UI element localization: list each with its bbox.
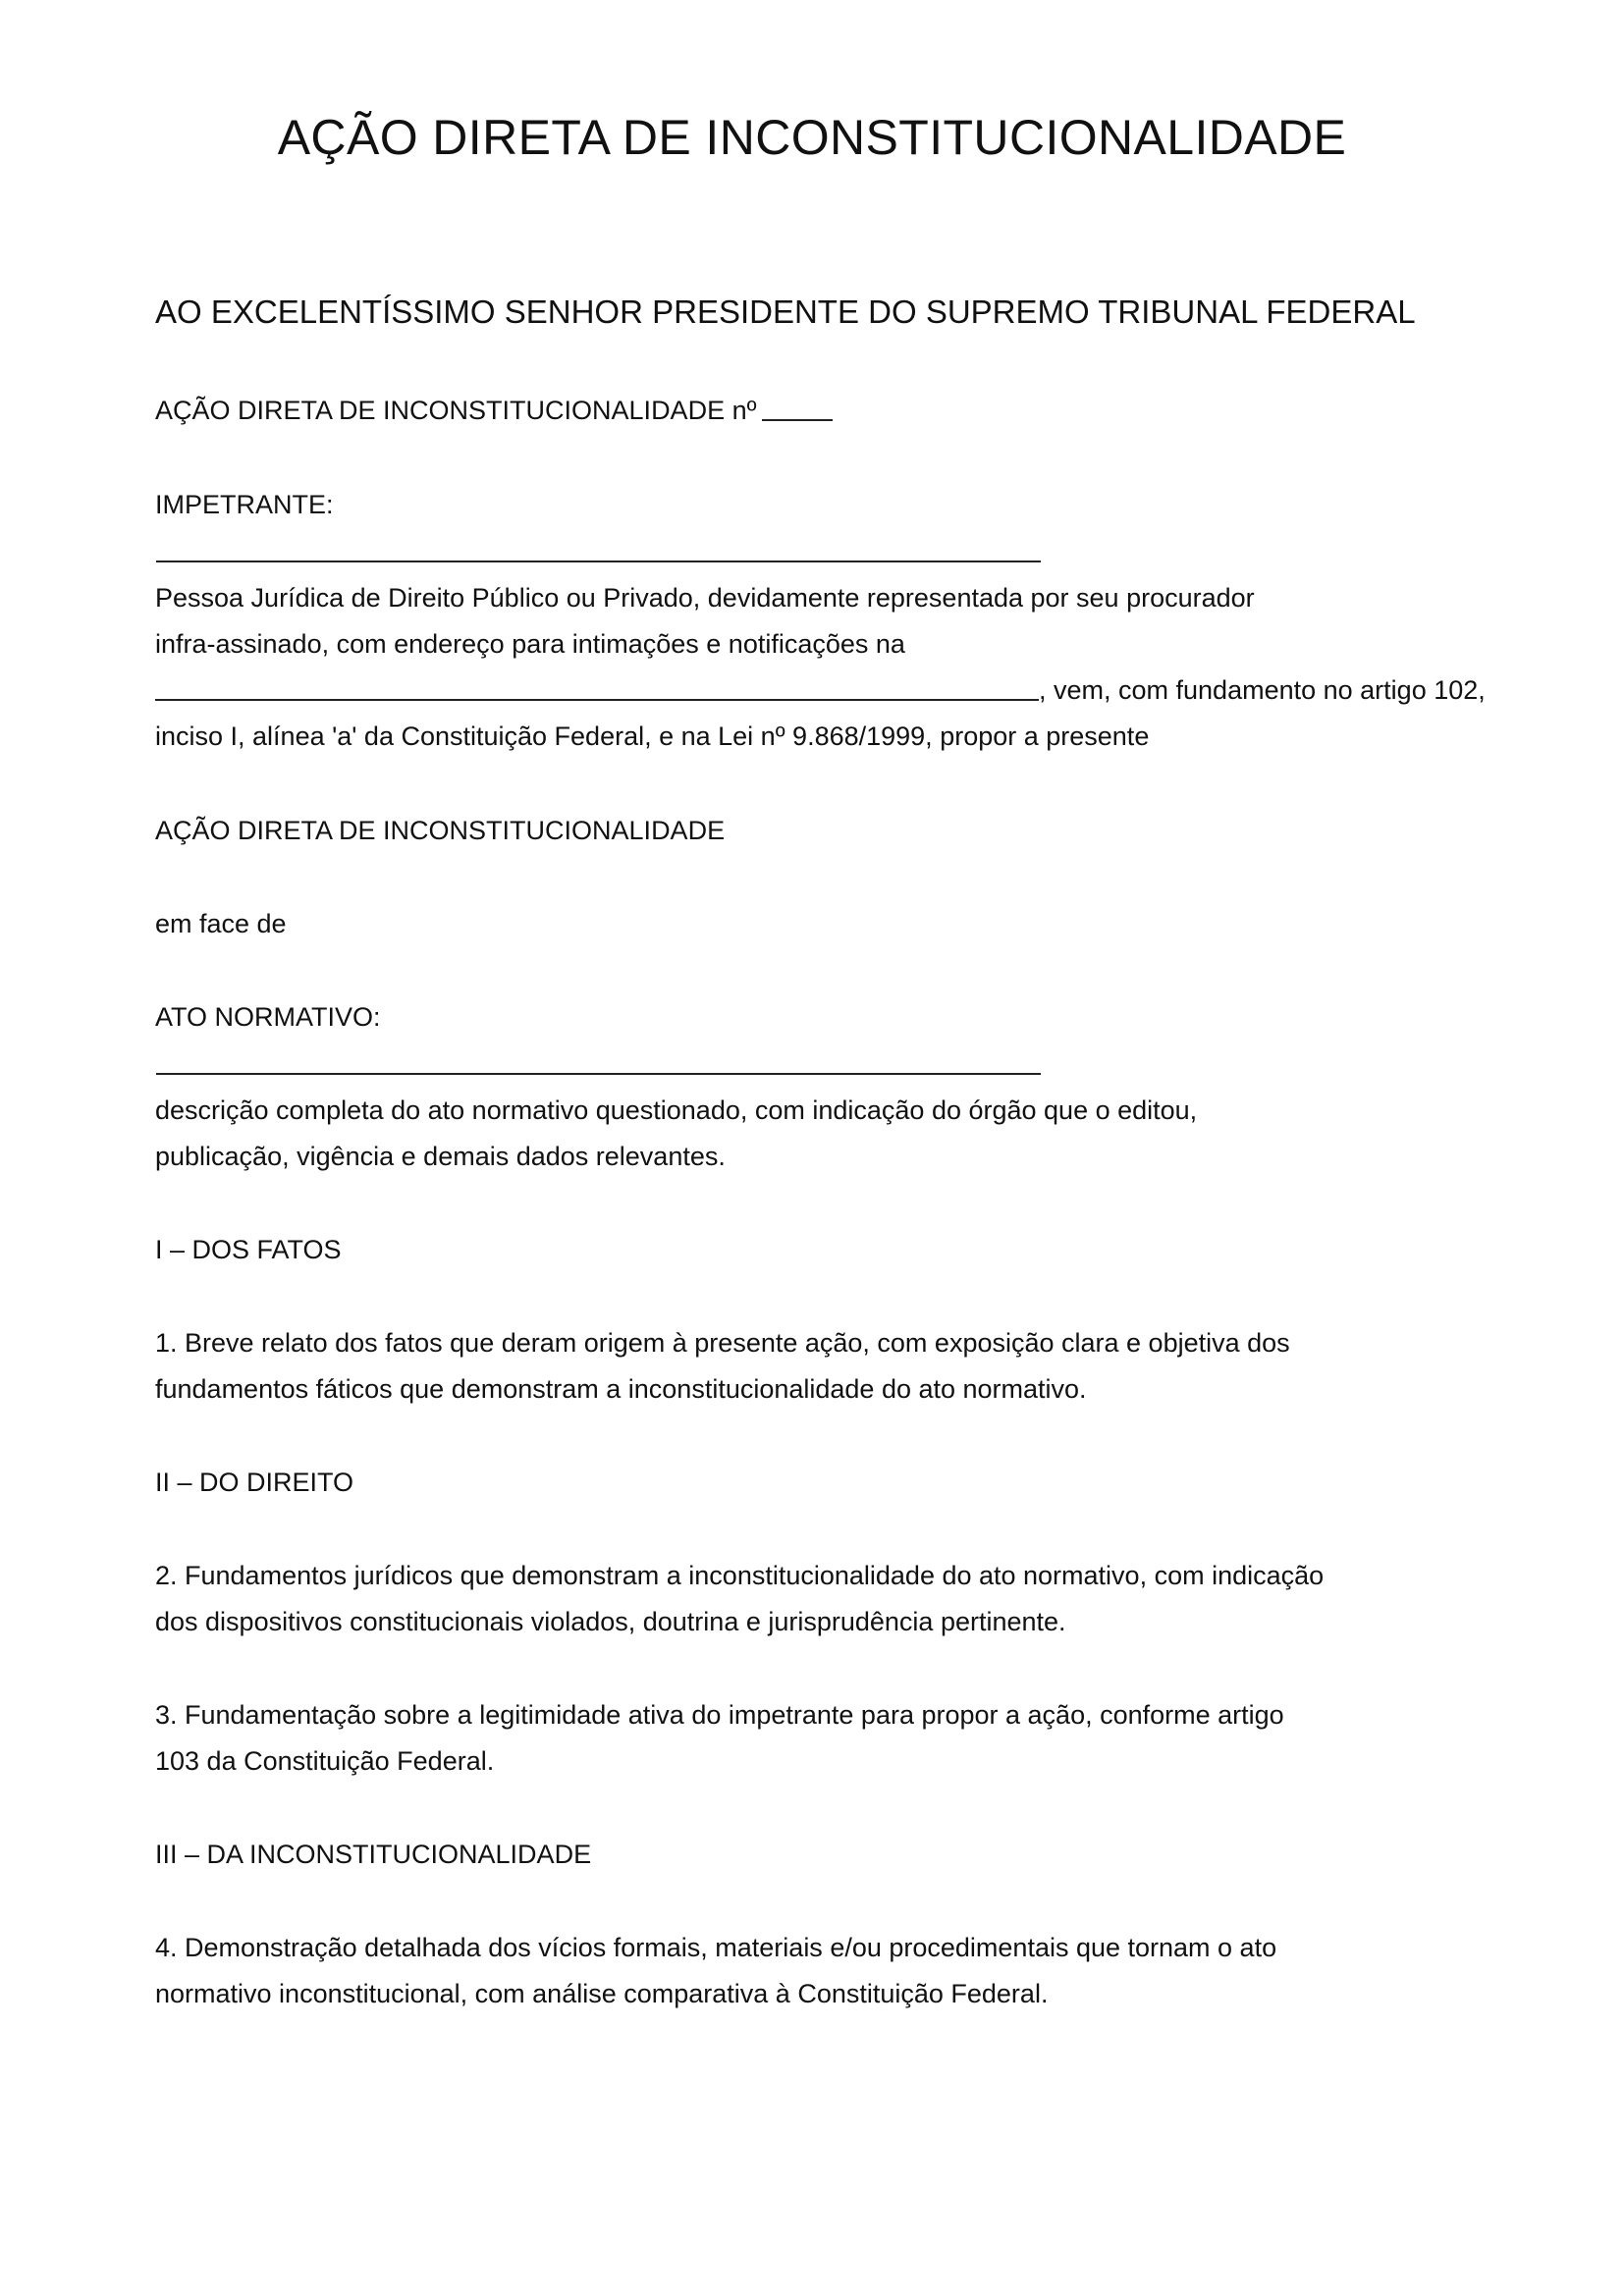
address-blank [155,699,1039,701]
item-2-line-1: 2. Fundamentos jurídicos que demonstram a inconstitucionalidade do ato normativo, com indicação [155,1561,1325,1590]
section-heading-direito: II – DO DIREITO [155,1468,354,1497]
impetrante-label: IMPETRANTE: [155,490,334,519]
action-name: AÇÃO DIRETA DE INCONSTITUCIONALIDADE [155,816,726,845]
ato-normativo-label: ATO NORMATIVO: [155,1002,381,1032]
addressee-line: AO EXCELENTÍSSIMO SENHOR PRESIDENTE DO SUPREMO TRIBUNAL FEDERAL [155,294,1416,330]
item-1-line-1: 1. Breve relato dos fatos que deram origem à presente ação, com exposição clara e objetiva dos [155,1328,1290,1358]
ato-description-line-1: descrição completa do ato normativo questionado, com indicação do órgão que o editou, [155,1095,1198,1125]
case-number-label: AÇÃO DIRETA DE INCONSTITUCIONALIDADE nº [155,396,757,425]
impetrante-description-line-3 [155,670,1486,710]
impetrante-description-line-1: Pessoa Jurídica de Direito Público ou Privado, devidamente representada por seu procurador [155,583,1255,613]
ato-normativo-blank-rule [156,1073,1041,1075]
case-number-line [155,391,833,430]
case-number-blank [762,419,833,421]
item-2-line-2: dos dispositivos constitucionais violados, doutrina e jurisprudência pertinente. [155,1607,1066,1636]
item-4-line-1: 4. Demonstração detalhada dos vícios formais, materiais e/ou procedimentais que tornam o ato [155,1933,1277,1962]
section-heading-fatos: I – DOS FATOS [155,1235,342,1264]
section-heading-inconstitucionalidade: III – DA INCONSTITUCIONALIDADE [155,1840,592,1869]
in-face-of: em face de [155,909,287,938]
item-1-line-2: fundamentos fáticos que demonstram a inconstitucionalidade do ato normativo. [155,1374,1087,1404]
document-title: AÇÃO DIRETA DE INCONSTITUCIONALIDADE [277,110,1347,165]
impetrante-blank-rule [156,561,1041,562]
impetrante-description-line-2: infra-assinado, com endereço para intimações e notificações na [155,629,905,659]
impetrante-description-tail: , vem, com fundamento no artigo 102, [1039,675,1486,705]
item-3-line-1: 3. Fundamentação sobre a legitimidade ativa do impetrante para propor a ação, conforme artigo [155,1700,1284,1730]
impetrante-description-line-4: inciso I, alínea 'a' da Constituição Federal, e na Lei nº 9.868/1999, propor a presente [155,721,1150,751]
item-3-line-2: 103 da Constituição Federal. [155,1746,495,1776]
ato-description-line-2: publicação, vigência e demais dados relevantes. [155,1142,726,1171]
item-4-line-2: normativo inconstitucional, com análise comparativa à Constituição Federal. [155,1979,1049,2008]
